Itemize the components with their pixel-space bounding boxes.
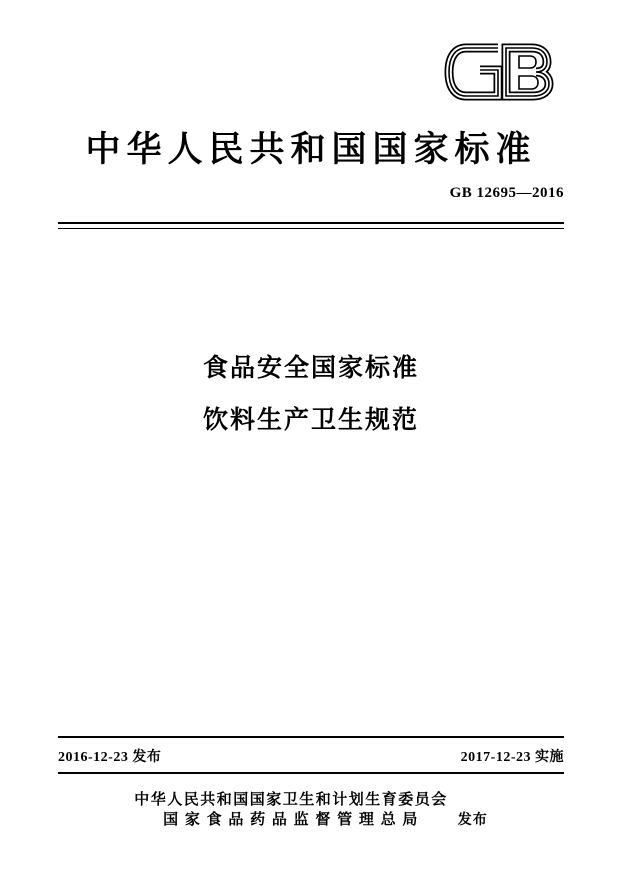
- document-title-line2: 饮料生产卫生规范: [202, 407, 419, 434]
- header-divider-thick: [58, 222, 564, 224]
- gb-emblem-icon: [436, 34, 566, 110]
- issuer-organization-1: 中华人民共和国国家卫生和计划生育委员会: [134, 792, 448, 808]
- issue-date: 2016-12-23 发布: [58, 750, 162, 765]
- document-title-line1: 食品安全国家标准: [202, 355, 419, 382]
- issuer-block: [0, 790, 622, 830]
- standard-number: GB 12695—2016: [449, 185, 564, 201]
- standard-title: 中华人民共和国国家标准: [85, 130, 537, 169]
- issue-action-label: 发布: [457, 813, 488, 828]
- effective-date: 2017-12-23 实施: [460, 750, 564, 765]
- footer-divider-bottom: [58, 772, 564, 774]
- footer-divider-top: [58, 736, 564, 738]
- issuer-organization-2: 国 家 食 品 药 品 监 督 管 理 总 局: [163, 812, 419, 828]
- footer-date-row: [58, 746, 564, 766]
- header-divider-thin: [58, 228, 564, 229]
- issuer-names: [134, 790, 448, 830]
